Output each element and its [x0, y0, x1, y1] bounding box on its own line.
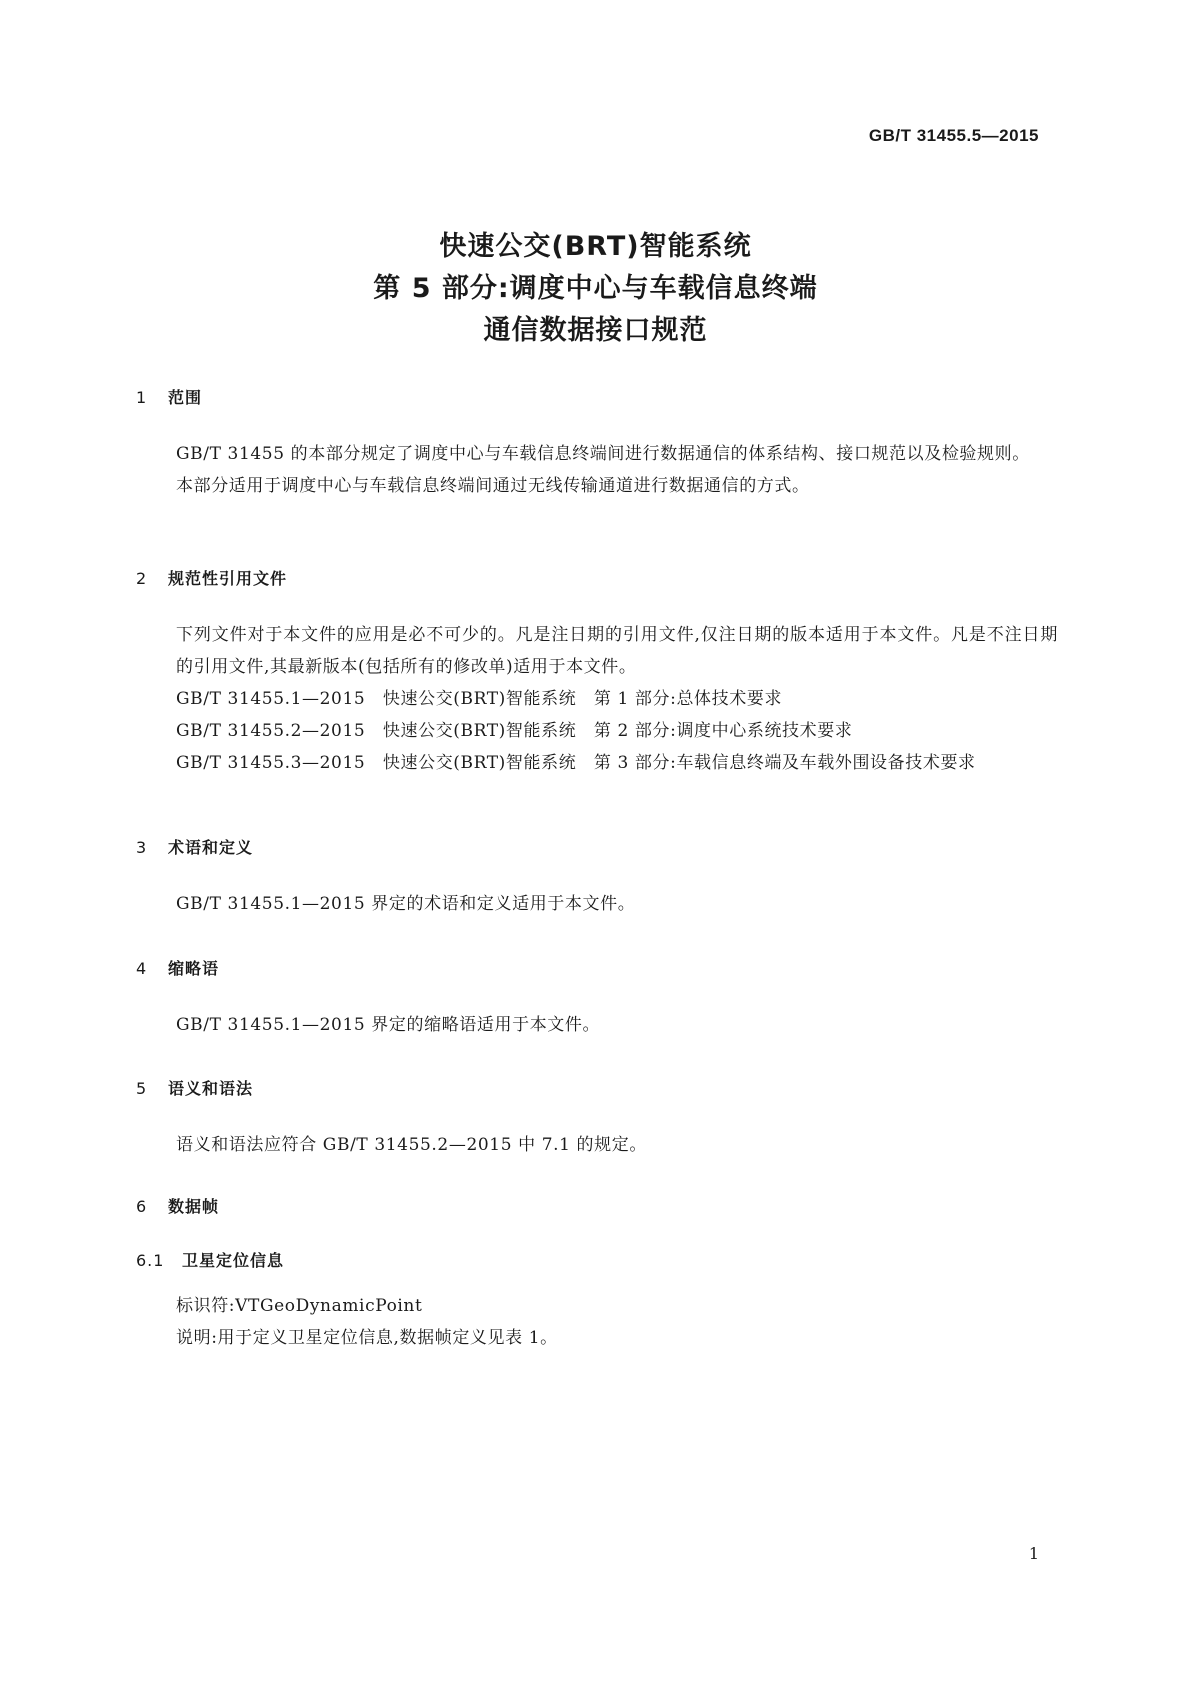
section-title: 卫星定位信息: [182, 1251, 285, 1270]
title-line-1: 快速公交(BRT)智能系统: [439, 231, 752, 262]
section-1-heading: [136, 385, 202, 408]
section-number: 5: [136, 1079, 148, 1098]
paragraph: 下列文件对于本文件的应用是必不可少的。凡是注日期的引用文件,仅注日期的版本适用于本文件。凡是不注日期的引用文件,其最新版本(包括所有的修改单)适用于本文件。: [176, 625, 1058, 677]
section-2-heading: [136, 566, 287, 589]
section-5-heading: [136, 1076, 253, 1099]
title-line-3: 通信数据接口规范: [483, 315, 708, 346]
paragraph: GB/T 31455.1—2015 界定的缩略语适用于本文件。: [176, 1015, 601, 1035]
section-6-1-heading: [136, 1248, 284, 1271]
page-number: 1: [1028, 1544, 1039, 1563]
reference-item: GB/T 31455.3—2015 快速公交(BRT)智能系统 第 3 部分:车载信息终端及车载外围设备技术要求: [176, 753, 976, 773]
paragraph: GB/T 31455 的本部分规定了调度中心与车载信息终端间进行数据通信的体系结构、接口规范以及检验规则。: [176, 444, 1030, 464]
section-4-body: [136, 1009, 1058, 1041]
section-title: 术语和定义: [168, 838, 254, 857]
section-6-heading: [136, 1194, 219, 1217]
title-line-2: 第 5 部分:调度中心与车载信息终端: [373, 273, 818, 304]
section-title: 规范性引用文件: [168, 569, 288, 588]
section-number: 4: [136, 959, 148, 978]
section-number: 6: [136, 1197, 148, 1216]
section-3-body: [136, 888, 1058, 920]
section-2-body: [136, 619, 1058, 779]
paragraph: GB/T 31455.1—2015 界定的术语和定义适用于本文件。: [176, 894, 636, 914]
section-number: 2: [136, 569, 148, 588]
identifier-line: 标识符:VTGeoDynamicPoint: [176, 1296, 423, 1316]
section-3-heading: [136, 835, 253, 858]
paragraph: 本部分适用于调度中心与车载信息终端间通过无线传输通道进行数据通信的方式。: [176, 476, 810, 496]
section-title: 范围: [168, 388, 203, 407]
section-1-body: [136, 438, 1058, 502]
section-number: 1: [136, 388, 148, 407]
section-6-1-body: [136, 1290, 1058, 1354]
paragraph: 语义和语法应符合 GB/T 31455.2—2015 中 7.1 的规定。: [176, 1135, 647, 1155]
standard-code: GB/T 31455.5—2015: [868, 126, 1039, 145]
description-line: 说明:用于定义卫星定位信息,数据帧定义见表 1。: [176, 1328, 558, 1348]
document-title: [0, 226, 1191, 352]
section-number: 3: [136, 838, 148, 857]
reference-item: GB/T 31455.2—2015 快速公交(BRT)智能系统 第 2 部分:调度中心系统技术要求: [176, 721, 853, 741]
section-5-body: [136, 1129, 1058, 1161]
section-4-heading: [136, 956, 219, 979]
section-title: 数据帧: [168, 1197, 220, 1216]
section-title: 语义和语法: [168, 1079, 254, 1098]
section-title: 缩略语: [168, 959, 220, 978]
reference-item: GB/T 31455.1—2015 快速公交(BRT)智能系统 第 1 部分:总体技术要求: [176, 689, 783, 709]
section-number: 6.1: [136, 1251, 165, 1270]
